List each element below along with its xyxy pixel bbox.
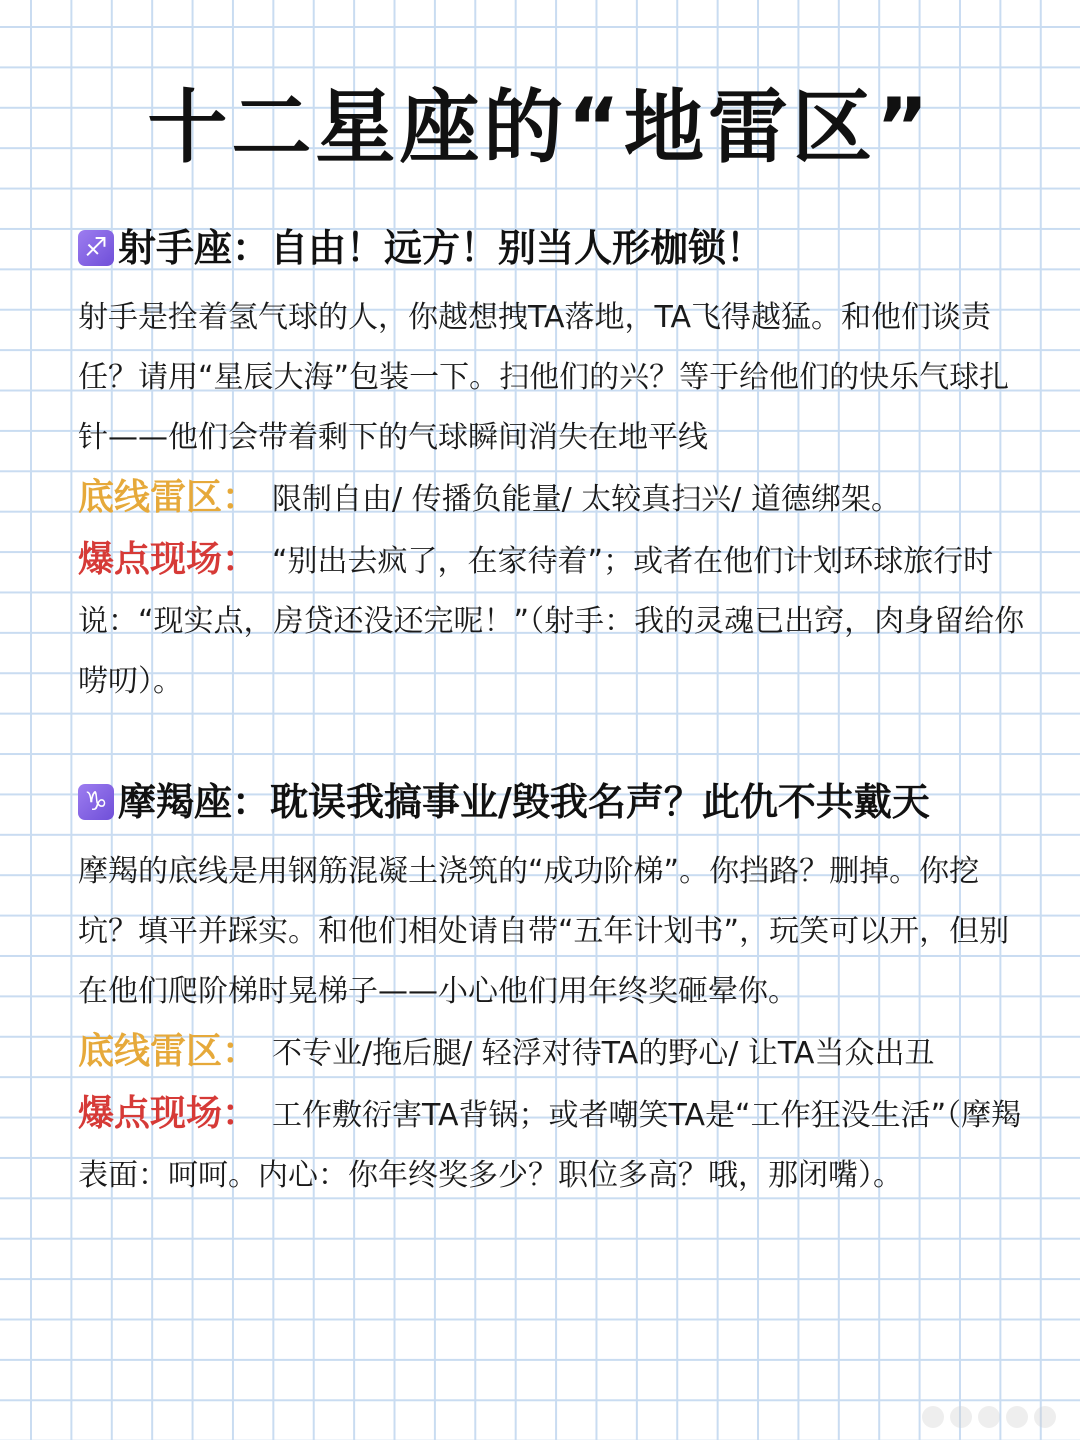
watermark-dot [1034,1406,1056,1428]
capricorn-icon: ♑ [78,784,114,820]
trigger-text: “别出去疯了，在家待着”；或者在他们计划环球旅行时说：“现实点，房贷还没还完呢！”（射手：我的灵魂已出窍，肉身留给你唠叨）。 [78,544,1025,699]
section-body: 摩羯的底线是用钢筋混凝土浇筑的“成功阶梯”。你挡路？删掉。你挖坑？填平并踩实。和他们相处请自带“五年计划书”，玩笑可以开，但别在他们爬阶梯时晃梯子——小心他们用年终奖砸晕你。 [78,854,1010,1009]
trigger-text: 工作敷衍害TA背锅；或者嘲笑TA是“工作狂没生活”（摩羯表面：呵呵。内心：你年终奖多少？职位多高？哦，那闭嘴）。 [78,1098,1022,1193]
watermark-dot [1006,1406,1028,1428]
section-heading [78,222,1028,274]
bottom-line-row [78,1022,1028,1084]
section-heading-text: 射手座：自由！远方！别当人形枷锁！ [118,226,765,270]
section-heading-text: 摩羯座：耽误我搞事业/毁我名声？此仇不共戴天 [118,780,930,824]
bottom-line-text: 限制自由/ 传播负能量/ 太较真扫兴/ 道德绑架。 [272,482,901,517]
section-body: 射手是拴着氢气球的人，你越想拽TA落地，TA飞得越猛。和他们谈责任？请用“星辰大海”包装一下。扫他们的兴？等于给他们的快乐气球扎针——他们会带着剩下的气球瞬间消失在地平线 [78,300,1010,455]
bottom-line-text: 不专业/拖后腿/ 轻浮对待TA的野心/ 让TA当众出丑 [272,1036,935,1071]
trigger-label: 爆点现场： [78,539,259,580]
bottom-line-label: 底线雷区： [78,477,259,518]
bottom-line-row [78,468,1028,530]
trigger-row [78,530,1028,712]
sagittarius-icon: ♐ [78,230,114,266]
trigger-label: 爆点现场： [78,1093,259,1134]
section-heading [78,776,1028,828]
bottom-line-label: 底线雷区： [78,1031,259,1072]
section-sagittarius [78,222,1028,712]
watermark-dot [950,1406,972,1428]
watermark [922,1406,1056,1428]
trigger-row [78,1084,1028,1206]
page-title: 十二星座的“地雷区” [147,81,933,174]
watermark-dot [978,1406,1000,1428]
section-capricorn [78,776,1028,1206]
watermark-dot [922,1406,944,1428]
